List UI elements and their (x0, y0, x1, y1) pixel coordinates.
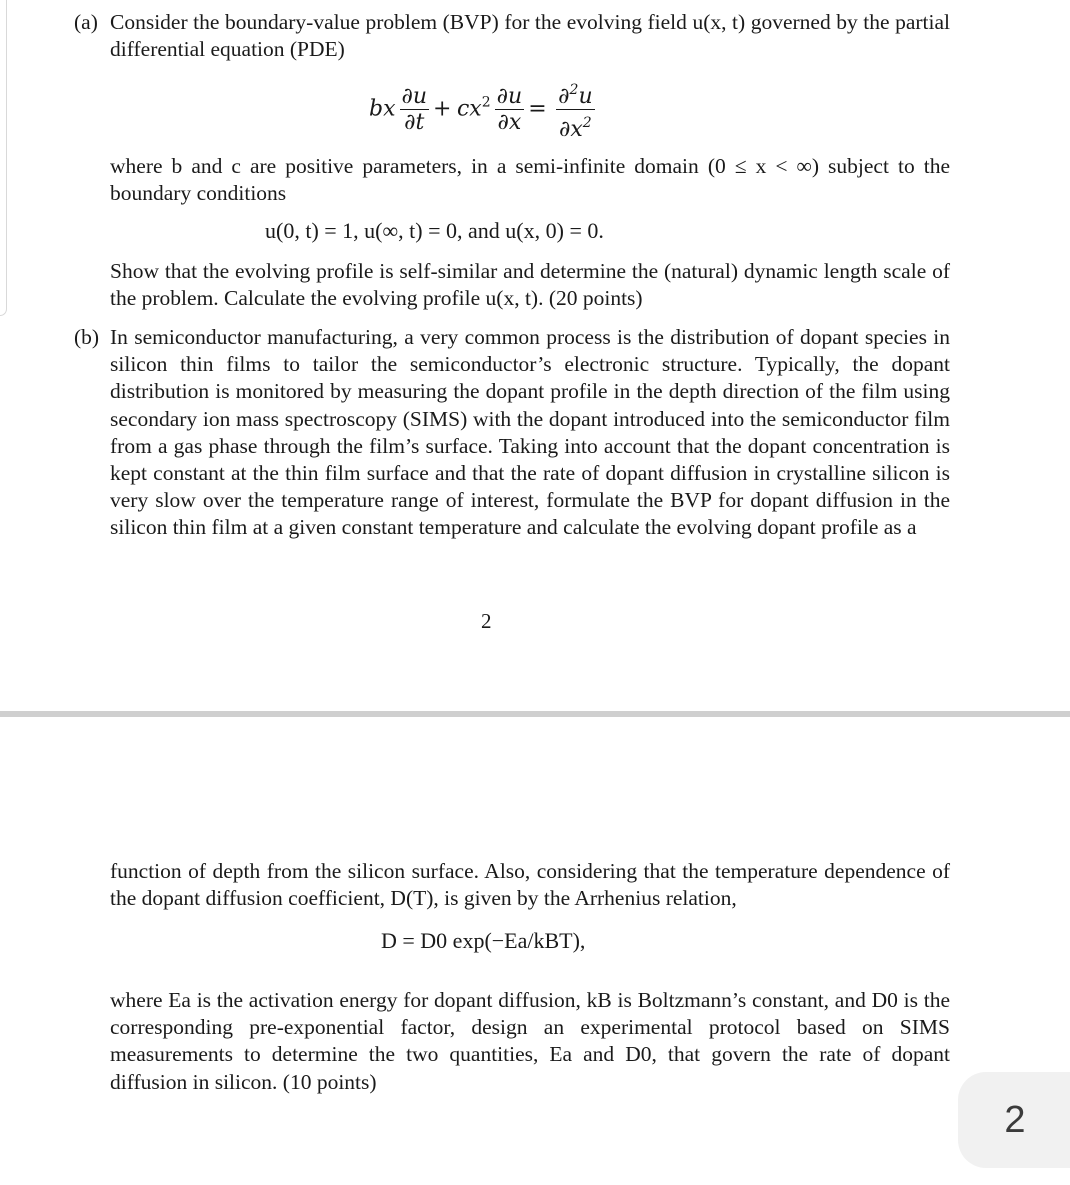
arrhenius-equation: D = D0 exp(−Ea/kBT), (381, 928, 586, 953)
part-b-text-3: where Ea is the activation energy for dopant diffusion, kB is Boltzmann’s constant, and D0 is the corresponding pre-exponential factor, design an experimental protocol based on SIMS measurements to determine the two quantities, Ea and D0, that govern the rate of dopant diffusion in silicon. (10 points) (110, 988, 950, 1094)
page-number: 2 (481, 609, 492, 633)
page-divider (0, 711, 1070, 717)
part-a-intro-text: Consider the boundary-value problem (BVP) for the evolving field u(x, t) governed by the partial differential equation (PDE) (110, 10, 950, 62)
part-a-intro (74, 9, 950, 63)
viewer-page-badge[interactable]: 2 (958, 1072, 1070, 1168)
part-b-text-1: In semiconductor manufacturing, a very common process is the distribution of dopant species in silicon thin films to tailor the semiconductor’s electronic structure. Typically, the dopant distribution is monitored by measuring the dopant profile in the depth direction of the film using secondary ion mass spectroscopy (SIMS) with the dopant introduced into the semiconductor film from a gas phase through the film’s surface. Taking into account that the dopant concentration is kept constant at the thin film surface and that the rate of dopant diffusion in crystalline silicon is very slow over the temperature range of interest, formulate the BVP for dopant diffusion in the silicon thin film at a given constant temperature and calculate the evolving dopant profile as a (110, 325, 950, 540)
page-edge (0, 0, 7, 316)
boundary-conditions: u(0, t) = 1, u(∞, t) = 0, and u(x, 0) = 0. (265, 218, 604, 243)
part-a-label: (a) (74, 10, 98, 34)
part-a-task: Show that the evolving profile is self-similar and determine the (natural) dynamic length scale of the problem. Calculate the evolving profile u(x, t). (20 points) (110, 259, 950, 311)
part-b-text-2: function of depth from the silicon surface. Also, considering that the temperature dependence of the dopant diffusion coefficient, D(T), is given by the Arrhenius relation, (110, 859, 950, 911)
part-b-text (74, 324, 950, 542)
pde-equation: bx $\frac{\partial u}{\partial t}$ + $cx^2$ $\frac{\partial u}{\partial x}$ = $\frac{\partial^2u}{\partial x^2}$ (369, 78, 599, 143)
part-a-params: where b and c are positive parameters, in a semi-infinite domain (0 ≤ x < ∞) subject to the boundary conditions (110, 154, 950, 206)
part-b-label: (b) (74, 325, 100, 349)
